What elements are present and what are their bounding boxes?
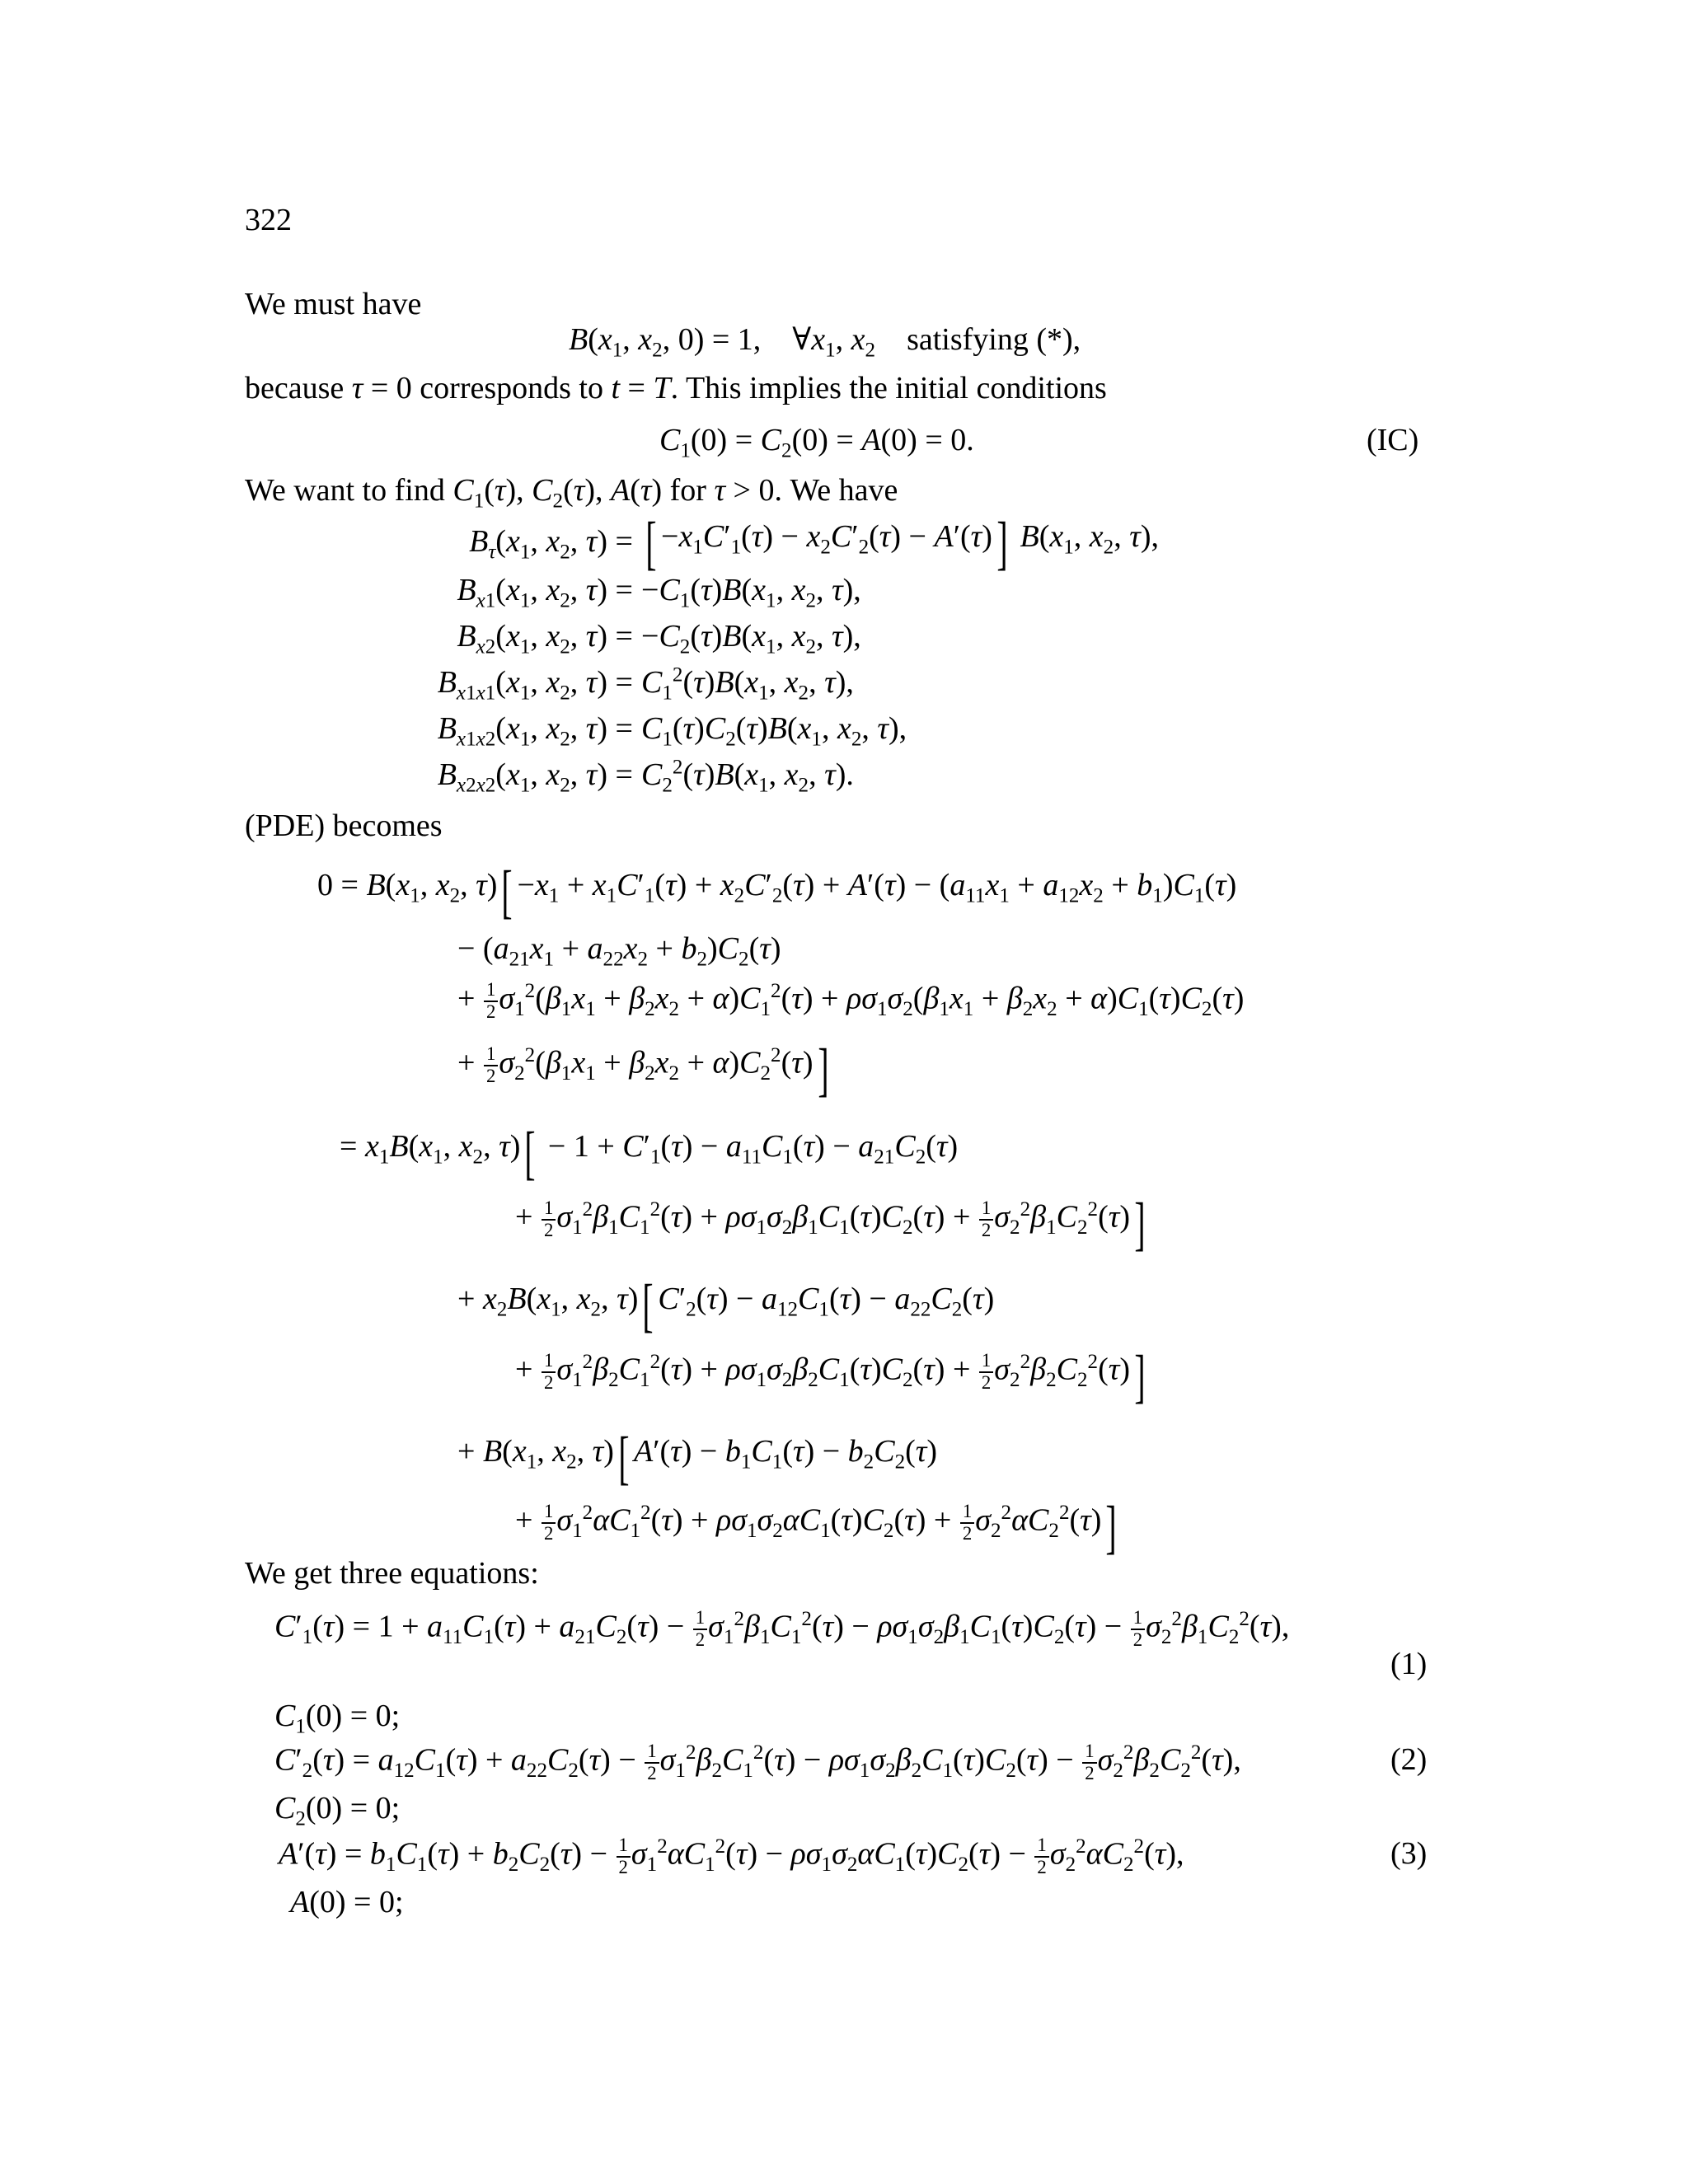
pde-line-1: − $(a_{21}x_1 + a_{22}x_2 + b_2)C_2(\tau)$ — [457, 931, 781, 971]
deriv-lhs-0: $B_\tau(x_1$, $x_2$, τ) = — [469, 524, 633, 564]
pde-line-2: + $\frac{1}{2}$ $\sigma_1^2(\beta_1x_1 + \beta_2x_2 + \alpha)C_1^2(\tau) + \rho\sigma_1\sigma_2(\beta_1x_1 + \beta_2x_2 + \alpha)C_1(\tau)C_2(\tau)$ — [457, 979, 1245, 1022]
text-we-want: We want to find $C_1(\tau)$, $C_2(\tau)$, A(τ) for τ > 0. We have — [245, 473, 898, 513]
system-eq-3: $A'(\tau) = b_1C_1(\tau) + b_2C_2(\tau)$ − $\frac{1}{2}$ $\sigma_1^2\alpha C_1^2(\tau) - \rho\sigma_1\sigma_2\alpha C_1(\tau)C_2(\tau)$ − $\frac{1}{2}$ $\sigma_2^2\alpha C_2^2(\tau)$, — [279, 1835, 1184, 1877]
deriv-lhs-3: $B_{x1x1}(x_1$, $x_2$, τ) = — [437, 665, 633, 705]
pde-line-9: + $\frac{1}{2}$ $\sigma_1^2\alpha C_1^2(\tau) + \rho\sigma_1\sigma_2\alpha C_1(\tau)C_2(\tau)$ + $\frac{1}{2}$ $\sigma_2^2\alpha C_2^2(\tau)$] — [515, 1493, 1118, 1560]
equation-label-3: (3) — [1390, 1836, 1428, 1871]
pde-line-0: $0 = B(x_1$, $x_2$, $\tau)[ -x_1 + x_1C'_1(\tau) + x_2C'_2(\tau) + A'(\tau) - (a_{11}x_1 + a_{12}x_2 + b_1)C_1(\tau)$ — [317, 859, 1237, 926]
text-we-must-have: We must have — [245, 287, 422, 321]
system-eq-1: $C'_1(\tau) = 1 + a_{11}C_1(\tau) + a_{21}C_2(\tau)$ − $\frac{1}{2}$ $\sigma_1^2\beta_1C_1^2(\tau) - \rho\sigma_1\sigma_2\beta_1C_1(\tau)C_2(\tau)$ − $\frac{1}{2}$ $\sigma_2^2\beta_1C_2^2(\tau)$, — [274, 1607, 1290, 1650]
deriv-rhs-5: $C_2^2(\tau)B(x_1$, $x_2$, τ). — [641, 756, 854, 797]
deriv-lhs-5: $B_{x2x2}(x_1$, $x_2$, τ) = — [437, 757, 633, 797]
system-ic-2: $C_2(0) = 0$; — [274, 1791, 401, 1830]
page-number: 322 — [245, 203, 292, 237]
deriv-lhs-2: $B_{x2}(x_1$, $x_2$, τ) = — [457, 619, 633, 658]
text-pde-becomes: (PDE) becomes — [245, 808, 443, 843]
deriv-rhs-2: $-C_2(\tau)B(x_1$, $x_2$, τ), — [641, 619, 861, 658]
pde-line-4: = $x_1B(x_1$, $x_2$, $\tau)[ - 1 + C'_1(\tau) - a_{11}C_1(\tau) - a_{21}C_2(\tau)$ — [340, 1120, 959, 1187]
text-satisfying: satisfying (*), — [907, 322, 1081, 357]
deriv-rhs-3: $C_1^2(\tau)B(x_1$, $x_2$, τ), — [641, 663, 854, 705]
text-because: because τ = 0 corresponds to t = T. This implies the initial conditions — [245, 371, 1107, 405]
system-eq-2: $C'_2(\tau) = a_{12}C_1(\tau) + a_{22}C_2(\tau)$ − $\frac{1}{2}$ $\sigma_1^2\beta_2C_1^2(\tau) - \rho\sigma_1\sigma_2\beta_2C_1(\tau)C_2(\tau)$ − $\frac{1}{2}$ $\sigma_2^2\beta_2C_2^2(\tau)$, — [274, 1741, 1241, 1783]
pde-line-5: + $\frac{1}{2}$ $\sigma_1^2\beta_1C_1^2(\tau) + \rho\sigma_1\sigma_2\beta_1C_1(\tau)C_2(\tau)$ + $\frac{1}{2}$ $\sigma_2^2\beta_1C_2^2(\tau)$] — [515, 1190, 1146, 1257]
pde-line-6: + $x_2B(x_1$, $x_2$, τ)[ $C'_2(\tau) - a_{12}C_1(\tau) - a_{22}C_2(\tau)$ — [457, 1272, 995, 1339]
deriv-lhs-4: $B_{x1x2}(x_1$, $x_2$, τ) = — [437, 711, 633, 751]
equation-label-2: (2) — [1390, 1742, 1428, 1777]
equation-b-initial: $B(x_1$, $x_2$, 0) = 1, $\forall x_1$, $x_2$ satisfying (*), — [569, 322, 1081, 362]
deriv-rhs-4: $C_1(\tau)C_2(\tau)B(x_1$, $x_2$, τ), — [641, 711, 907, 751]
pde-line-3: + $\frac{1}{2}$ $\sigma_2^2(\beta_1x_1 + \beta_2x_2 + \alpha)C_2^2(\tau)$] — [457, 1036, 829, 1103]
pde-line-8: + $B(x_1$, $x_2$, τ)[ $A'(\tau) - b_1C_1(\tau) - b_2C_2(\tau)$ — [457, 1425, 938, 1492]
system-ic-3: A(0) = 0; — [290, 1885, 404, 1919]
pde-line-7: + $\frac{1}{2}$ $\sigma_1^2\beta_2C_1^2(\tau) + \rho\sigma_1\sigma_2\beta_2C_1(\tau)C_2(\tau)$ + $\frac{1}{2}$ $\sigma_2^2\beta_2C_2^2(\tau)$] — [515, 1343, 1146, 1409]
equation-ic: $C_1(0) = C_2(0) = A(0) = 0$. — [659, 423, 974, 462]
text-three-equations: We get three equations: — [245, 1556, 539, 1591]
deriv-rhs-1: $-C_1(\tau)B(x_1$, $x_2$, τ), — [641, 573, 861, 612]
equation-label-ic: (IC) — [1367, 423, 1419, 457]
equation-label-1: (1) — [1390, 1647, 1428, 1681]
system-ic-1: $C_1(0) = 0$; — [274, 1699, 401, 1738]
deriv-rhs-0: [ $-x_1C'_1(\tau) - x_2C'_2(\tau) - A'(\tau)$] $B(x_1$, $x_2$, τ), — [645, 510, 1159, 577]
deriv-lhs-1: $B_{x1}(x_1$, $x_2$, τ) = — [457, 573, 633, 612]
